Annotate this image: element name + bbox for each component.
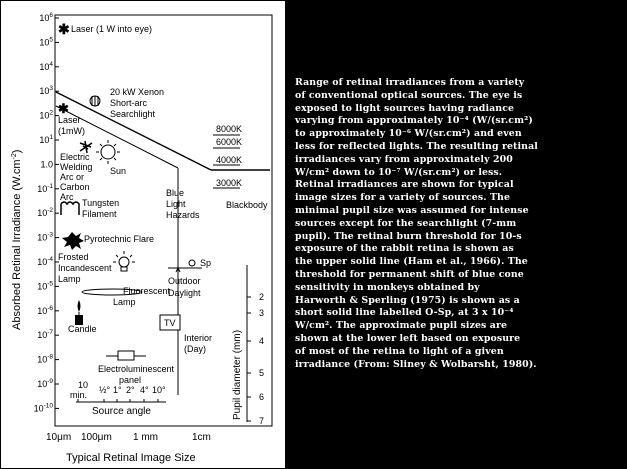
y-tick-label: $10^{-1}$ — [37, 182, 53, 194]
y-tick-label: $10^4$ — [39, 60, 53, 72]
electroluminescent-panel-icon — [106, 351, 146, 360]
pupil-tick-label: 2 — [259, 292, 265, 302]
frosted-label: Frosted Incandescent Lamp — [58, 252, 112, 284]
y-tick-label: $10^{-5}$ — [37, 280, 53, 292]
pupil-axis-title: Pupil diameter (mm) — [232, 329, 243, 420]
sp-marker — [189, 260, 195, 266]
y-tick-label: $10^{-7}$ — [37, 329, 53, 341]
laser-1w-label: Laser (1 W into eye) — [71, 24, 153, 34]
candle-icon — [75, 300, 83, 325]
pupil-tick-label: 5 — [259, 368, 265, 378]
pupil-tick-label: 6 — [259, 392, 265, 402]
y-axis-title: Absorbed Retinal Irradiance $(W.cm^{-2})$ — [11, 149, 23, 330]
x-axis-ticks — [46, 432, 211, 443]
caption-line: W/cm². The approximate pupil sizes are — [295, 320, 508, 332]
source-angle-half: ½° — [99, 385, 111, 395]
source-angle-2: 2° — [126, 385, 135, 395]
y-tick-label: $10^{-10}$ — [33, 402, 53, 414]
caption-line: the upper solid line (Ham et al., 1966). The — [295, 256, 528, 268]
xenon-label: 20 kW Xenon Short-arc Searchlight — [110, 87, 165, 119]
x-tick-label: 10μm — [46, 432, 72, 443]
laser-1mw-star-icon: ✱ — [58, 101, 69, 116]
pupil-tick-label: 4 — [259, 336, 265, 346]
laser-star-icon: ✱ — [58, 21, 70, 37]
pupil-tick-label: 7 — [259, 416, 265, 426]
retinal-irradiance-diagram — [0, 0, 285, 469]
source-angle-min: min. — [70, 390, 88, 400]
y-tick-label: $10^{-8}$ — [37, 353, 53, 365]
pupil-tick-label: 3 — [259, 308, 265, 318]
caption-line: image sizes for a variety of sources. The — [295, 192, 511, 204]
caption-line: exposure of the rabbit retina is shown as — [295, 243, 514, 255]
caption-line: irradiances vary from approximately 200 — [295, 153, 513, 165]
tv-label: TV — [164, 318, 176, 328]
y-tick-label: $10^{-2}$ — [37, 207, 53, 219]
caption-line: varying from approximately 10⁻⁴ (W/(sr.cm²) — [295, 115, 533, 127]
caption-line: irradiance (From: Sliney & Wolbarsht, 1980). — [295, 358, 537, 370]
caption-line: Retinal irradiances are shown for typical — [295, 179, 514, 191]
caption-line: to approximately 10⁻⁶ W/(sr.cm²) and even — [295, 128, 522, 140]
y-tick-label: $10^2$ — [39, 109, 53, 121]
y-tick-label: $10^{-4}$ — [37, 256, 53, 267]
caption-line: sources except for the searchlight (7-mm — [295, 217, 517, 229]
x-axis-title: Typical Retinal Image Size — [66, 452, 196, 464]
x-tick-label: 1 mm — [133, 432, 158, 443]
candle-label: Candle — [68, 324, 97, 334]
electroluminescent-label: Electroluminescent panel — [98, 364, 175, 385]
caption-line: shown at the lower left based on exposure — [295, 332, 521, 344]
caption-line: minimal pupil size was assumed for intense — [295, 204, 529, 216]
source-angle-1: 1° — [113, 385, 122, 395]
caption-line: W/cm² down to 10⁻⁷ W/(sr.cm²) or less. — [295, 166, 503, 178]
caption-line: less for reflected lights. The resulting retinal — [295, 140, 538, 152]
searchlight-icon — [90, 96, 100, 106]
temp-8000k: 8000K — [216, 124, 243, 134]
temp-3000k: 3000K — [216, 178, 243, 188]
tungsten-filament-icon — [61, 202, 79, 215]
caption-line: short solid line labelled O-Sp, at 3 x 10⁻⁴ — [295, 307, 514, 319]
fluorescent-label: Fluorescent Lamp — [113, 286, 171, 307]
light-bulb-icon — [113, 251, 135, 271]
temp-6000k: 6000K — [216, 137, 243, 147]
caption-text — [295, 77, 623, 371]
x-tick-label: 100μm — [81, 432, 112, 443]
blackbody-label: Blackbody — [226, 200, 268, 210]
y-tick-label: 1.0 — [40, 159, 53, 170]
source-angle-10: 10 — [78, 380, 89, 390]
sun-icon — [96, 140, 120, 164]
source-angle-label: Source angle — [92, 406, 151, 417]
caption-line: threshold for permanent shift of blue cone — [295, 268, 524, 280]
caption-line: of conventional optical sources. The eye is — [295, 89, 523, 101]
tungsten-label: Tungsten Filament — [82, 198, 120, 219]
y-tick-label: $10^5$ — [39, 36, 53, 48]
caption-line: Range of retinal irradiances from a variety — [295, 77, 525, 88]
x-tick-label: 1cm — [192, 432, 211, 443]
source-angle-10deg: 10° — [152, 385, 166, 395]
y-tick-label: $10^1$ — [39, 134, 53, 145]
caption-line: Harworth & Sperling (1975) is shown as a — [295, 294, 520, 306]
temp-4000k: 4000K — [216, 155, 243, 165]
pyrotechnic-flare-icon — [62, 232, 84, 250]
caption-line: sensitivity in monkeys obtained by — [295, 281, 480, 293]
caption-line: pupil). The retinal burn threshold for 10-s — [295, 230, 522, 242]
pupil-ticks — [247, 292, 264, 426]
y-tick-label: $10^{-6}$ — [37, 304, 53, 316]
sp-label: Sp — [200, 258, 212, 268]
caption-line: of most of the retina to light of a given — [295, 345, 504, 357]
source-angle-4: 4° — [140, 385, 149, 395]
caption-line: exposed to light sources having radiance — [295, 102, 515, 114]
y-tick-label: $10^3$ — [39, 85, 53, 97]
sun-label: Sun — [110, 166, 127, 176]
welding-label: Electric Welding Arc or Carbon Arc — [60, 152, 93, 202]
outdoor-daylight-label: Outdoor Daylight — [168, 276, 201, 298]
interior-label: Interior (Day) — [184, 333, 213, 354]
laser-1mw-label: Laser (1mW) — [58, 115, 85, 136]
y-tick-label: $10^{-3}$ — [37, 231, 53, 243]
y-tick-label: $10^{-9}$ — [37, 378, 53, 389]
pyrotechnic-label: Pyrotechnic Flare — [84, 234, 155, 244]
blue-light-label: Blue Light Hazards — [166, 188, 200, 220]
y-tick-label: $10^6$ — [39, 12, 53, 23]
